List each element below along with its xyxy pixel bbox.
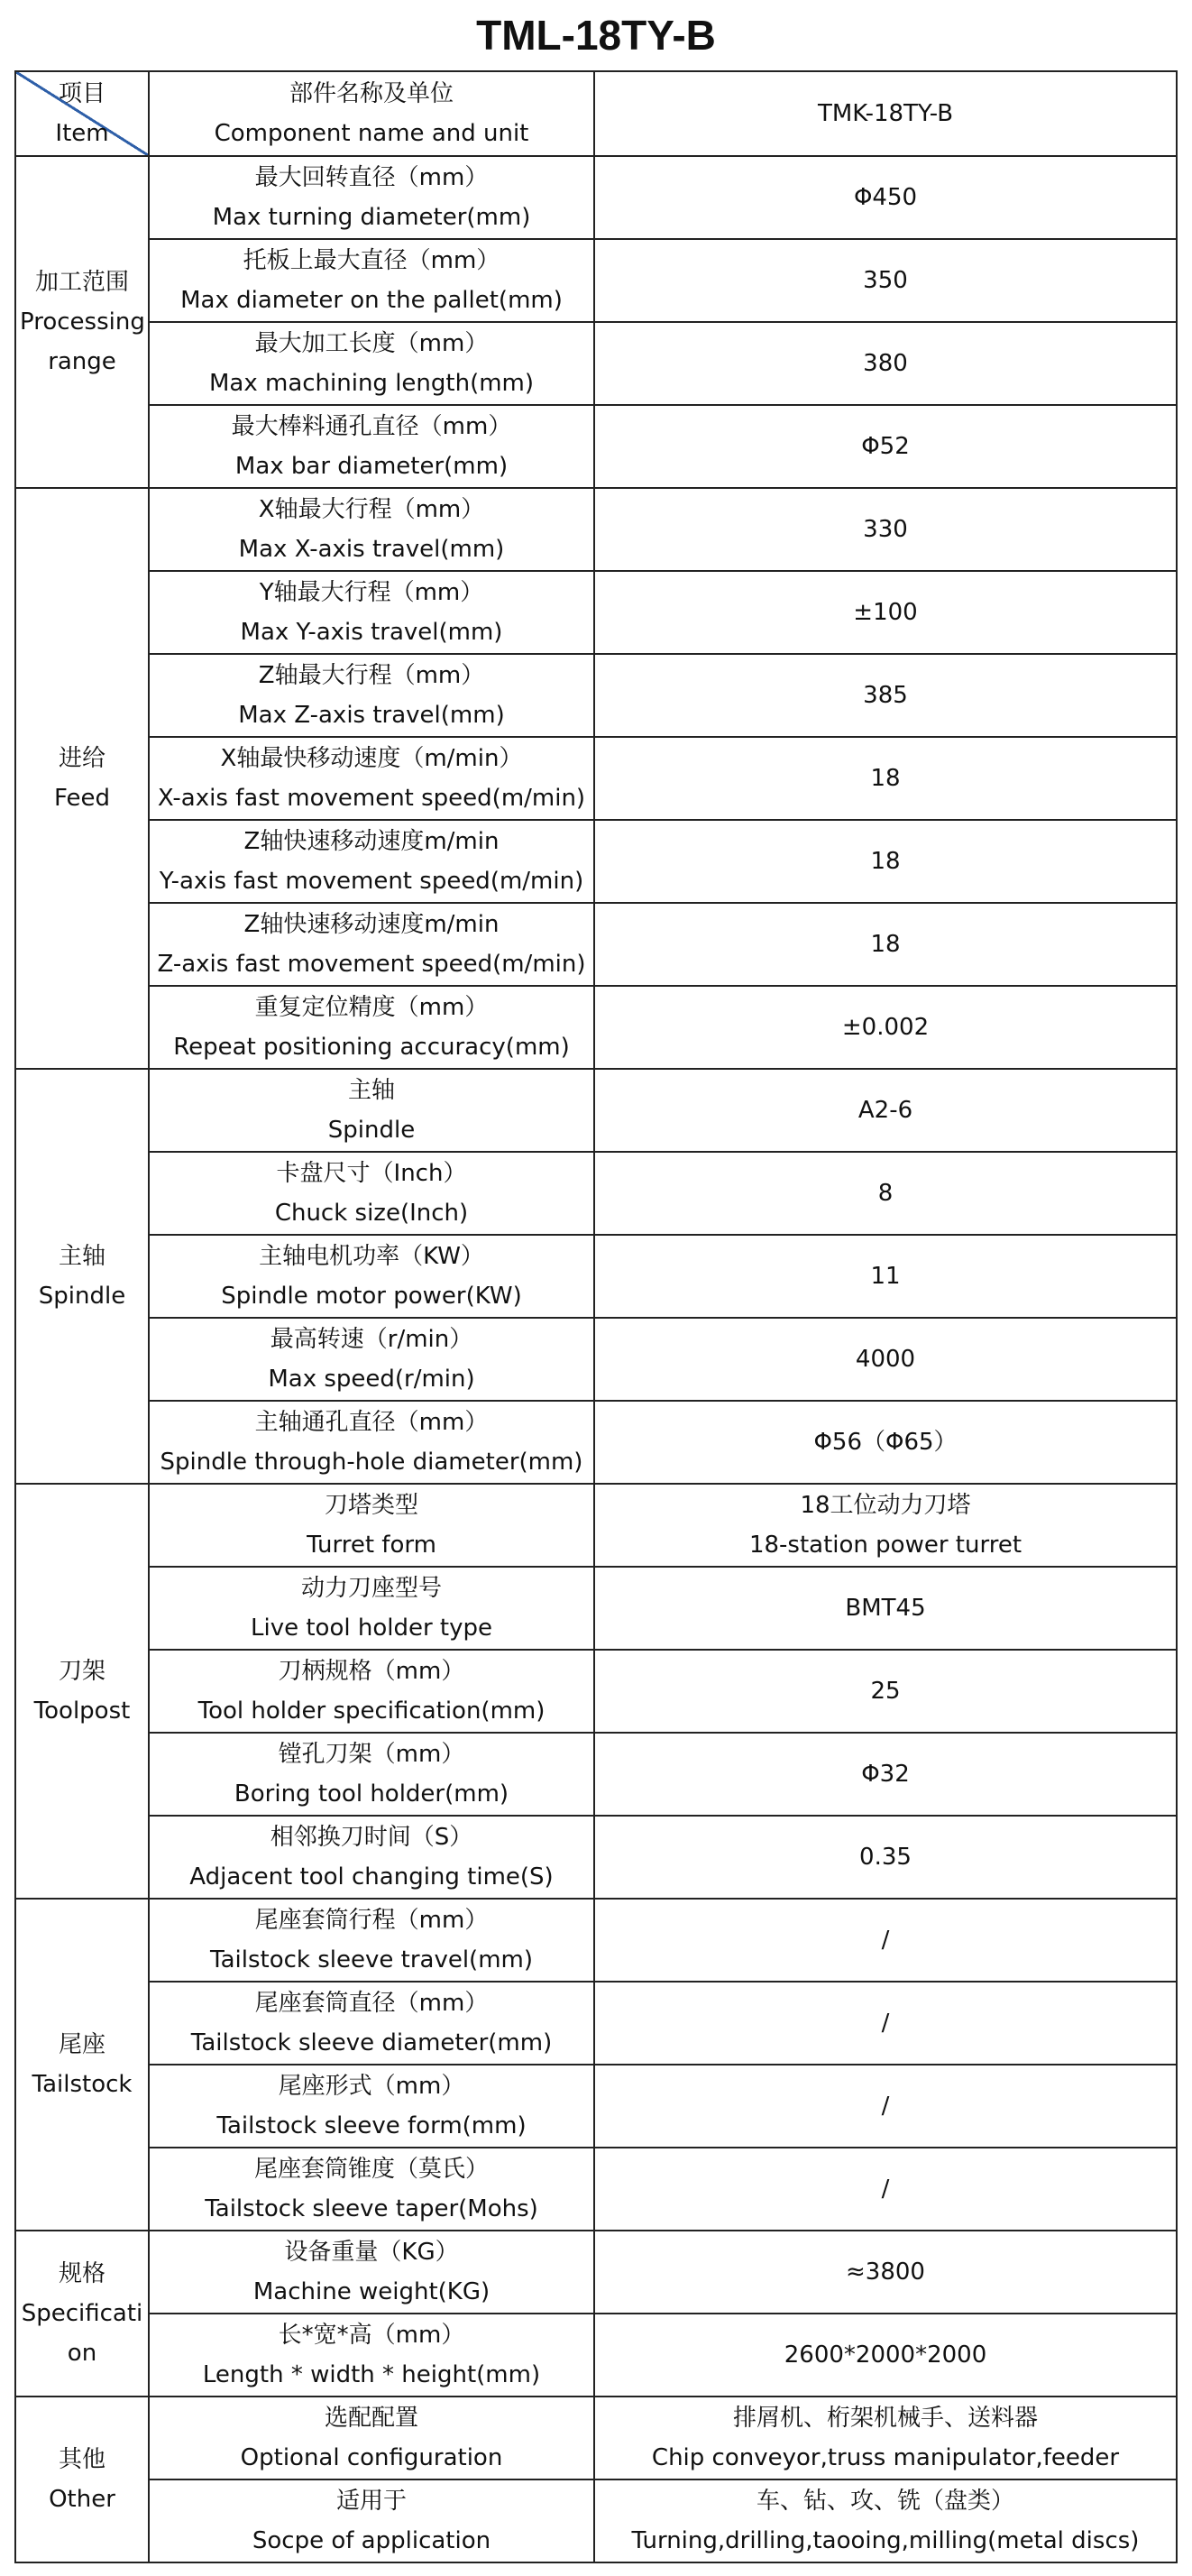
table-row xyxy=(15,1982,1177,2065)
value-text: Φ32 xyxy=(861,1761,910,1788)
component-cell xyxy=(149,156,594,239)
value-text: 18 xyxy=(870,765,901,792)
value-text: 2600*2000*2000 xyxy=(784,2341,987,2369)
table-row xyxy=(15,737,1177,820)
table-row xyxy=(15,2397,1177,2479)
component-name-zh: 尾座套筒行程（mm） xyxy=(254,1907,489,1934)
value-cell xyxy=(594,1235,1177,1318)
value-text: ±0.002 xyxy=(841,1014,930,1041)
header-item-zh: 项目 xyxy=(58,80,105,107)
component-name-en: Length * width * height(mm) xyxy=(202,2361,541,2388)
category-label: 主轴 xyxy=(58,1243,105,1270)
table-row xyxy=(15,1069,1177,1152)
value-cell xyxy=(594,1733,1177,1816)
component-name-zh: 尾座套筒直径（mm） xyxy=(254,1990,489,2017)
value-cell xyxy=(594,571,1177,654)
value-cell xyxy=(594,2314,1177,2397)
value-text: Φ56（Φ65） xyxy=(813,1429,958,1456)
category-cell xyxy=(15,1069,149,1484)
table-row xyxy=(15,1152,1177,1235)
component-name-en: Tailstock sleeve form(mm) xyxy=(216,2112,527,2139)
header-item-cell xyxy=(15,71,149,156)
value-text: 380 xyxy=(863,350,908,377)
component-cell xyxy=(149,1318,594,1401)
component-name-en: Turret form xyxy=(307,1532,436,1559)
table-row xyxy=(15,1484,1177,1567)
component-name-zh: 重复定位精度（mm） xyxy=(254,994,489,1021)
component-name-en: Chuck size(Inch) xyxy=(274,1200,469,1227)
table-row xyxy=(15,405,1177,488)
component-cell xyxy=(149,1401,594,1484)
component-name-zh: 主轴通孔直径（mm） xyxy=(254,1409,489,1436)
component-name-en: Socpe of application xyxy=(252,2527,491,2554)
category-label: Feed xyxy=(53,785,111,812)
value-cell xyxy=(594,1401,1177,1484)
table-row xyxy=(15,1899,1177,1982)
table-row xyxy=(15,1401,1177,1484)
value-cell xyxy=(594,322,1177,405)
component-name-zh: 主轴 xyxy=(347,1077,395,1104)
component-name-zh: 设备重量（KG） xyxy=(284,2239,459,2266)
category-label: Specificati xyxy=(21,2300,143,2327)
component-name-zh: 刀塔类型 xyxy=(324,1492,418,1519)
component-cell xyxy=(149,654,594,737)
page-title: TML-18TY-B xyxy=(476,12,716,59)
component-name-zh: Z轴快速移动速度m/min xyxy=(243,828,500,855)
value-text: BMT45 xyxy=(845,1595,926,1622)
table-row xyxy=(15,1733,1177,1816)
value-text: 18 xyxy=(870,931,901,958)
component-cell xyxy=(149,1567,594,1650)
table-row xyxy=(15,1318,1177,1401)
component-cell xyxy=(149,1235,594,1318)
component-name-en: Boring tool holder(mm) xyxy=(234,1780,509,1808)
value-cell xyxy=(594,2065,1177,2148)
value-cell xyxy=(594,903,1177,986)
component-cell xyxy=(149,2397,594,2479)
component-name-zh: 尾座套筒锥度（莫氏） xyxy=(253,2156,489,2183)
component-name-zh: 最大棒料通孔直径（mm） xyxy=(231,413,512,440)
value-text: 排屑机、桁架机械手、送料器 xyxy=(732,2405,1038,2432)
table-row xyxy=(15,2231,1177,2314)
component-name-en: Spindle xyxy=(327,1117,416,1144)
table-row xyxy=(15,2148,1177,2231)
component-name-en: Spindle through-hole diameter(mm) xyxy=(160,1449,583,1476)
table-row xyxy=(15,1650,1177,1733)
component-name-zh: 适用于 xyxy=(335,2488,407,2515)
value-text: / xyxy=(881,2093,890,2120)
header-component-en: Component name and unit xyxy=(214,120,529,147)
value-cell xyxy=(594,1816,1177,1899)
value-text: / xyxy=(881,2010,890,2037)
component-cell xyxy=(149,571,594,654)
value-text: 385 xyxy=(863,682,908,709)
component-name-en: Tailstock sleeve taper(Mohs) xyxy=(205,2195,538,2222)
component-name-en: Spindle motor power(KW) xyxy=(221,1283,522,1310)
component-name-en: Adjacent tool changing time(S) xyxy=(189,1863,554,1891)
value-text: Chip conveyor,truss manipulator,feeder xyxy=(651,2444,1120,2471)
component-cell xyxy=(149,1152,594,1235)
component-cell xyxy=(149,820,594,903)
value-text: 18-station power turret xyxy=(748,1532,1022,1559)
table-row xyxy=(15,820,1177,903)
category-label: 其他 xyxy=(58,2446,105,2473)
component-name-zh: 主轴电机功率（KW） xyxy=(259,1243,484,1270)
component-name-zh: Y轴最大行程（mm） xyxy=(259,579,484,606)
component-cell xyxy=(149,1982,594,2065)
category-cell xyxy=(15,2397,149,2562)
component-name-zh: 刀柄规格（mm） xyxy=(278,1658,465,1685)
component-name-en: Tailstock sleeve diameter(mm) xyxy=(190,2029,553,2056)
component-name-en: Max machining length(mm) xyxy=(208,370,535,397)
value-text: 330 xyxy=(863,516,908,543)
category-cell xyxy=(15,2231,149,2397)
value-text: ±100 xyxy=(853,599,918,626)
category-label: Toolpost xyxy=(33,1697,131,1725)
component-name-en: Optional configuration xyxy=(240,2444,503,2471)
value-text: 25 xyxy=(870,1678,901,1705)
category-cell xyxy=(15,488,149,1069)
value-cell xyxy=(594,2148,1177,2231)
component-cell xyxy=(149,2148,594,2231)
component-cell xyxy=(149,488,594,571)
component-cell xyxy=(149,1484,594,1567)
header-component-cell xyxy=(149,71,594,156)
component-cell xyxy=(149,239,594,322)
value-cell xyxy=(594,488,1177,571)
category-cell xyxy=(15,1484,149,1899)
value-cell xyxy=(594,405,1177,488)
value-cell xyxy=(594,1069,1177,1152)
category-label: Tailstock xyxy=(32,2071,133,2098)
value-text: / xyxy=(881,2176,890,2203)
table-header-row xyxy=(15,71,1177,156)
value-cell xyxy=(594,2479,1177,2562)
component-name-zh: 动力刀座型号 xyxy=(300,1575,442,1602)
category-label: Other xyxy=(49,2486,115,2513)
component-cell xyxy=(149,737,594,820)
component-name-zh: Z轴最大行程（mm） xyxy=(258,662,485,689)
category-label: Spindle xyxy=(38,1283,126,1310)
value-text: 11 xyxy=(870,1263,901,1290)
table-row xyxy=(15,2314,1177,2397)
value-text: 车、钻、攻、铣（盘类） xyxy=(756,2488,1014,2515)
table-row xyxy=(15,2065,1177,2148)
category-label: 规格 xyxy=(58,2260,105,2287)
component-cell xyxy=(149,2479,594,2562)
component-name-en: Max X-axis travel(mm) xyxy=(238,536,505,563)
component-name-zh: 选配配置 xyxy=(324,2405,418,2432)
value-text: 18工位动力刀塔 xyxy=(800,1492,971,1519)
component-name-zh: 镗孔刀架（mm） xyxy=(278,1741,465,1768)
value-cell xyxy=(594,2231,1177,2314)
component-name-en: Max Z-axis travel(mm) xyxy=(238,702,505,729)
component-cell xyxy=(149,405,594,488)
table-row xyxy=(15,1235,1177,1318)
header-item-en: Item xyxy=(55,120,109,147)
value-text: / xyxy=(881,1927,890,1954)
value-text: 18 xyxy=(870,848,901,875)
component-cell xyxy=(149,903,594,986)
component-name-en: Y-axis fast movement speed(m/min) xyxy=(159,868,584,895)
component-name-en: Tailstock sleeve travel(mm) xyxy=(210,1946,533,1973)
category-cell xyxy=(15,156,149,488)
component-cell xyxy=(149,1899,594,1982)
value-cell xyxy=(594,1982,1177,2065)
table-row xyxy=(15,1567,1177,1650)
value-cell xyxy=(594,1318,1177,1401)
category-label: Processing xyxy=(20,308,145,336)
value-text: A2-6 xyxy=(857,1097,913,1124)
component-name-en: Max Y-axis travel(mm) xyxy=(240,619,503,646)
component-name-en: Repeat positioning accuracy(mm) xyxy=(173,1034,570,1061)
category-cell xyxy=(15,1899,149,2231)
spec-table xyxy=(14,70,1178,2563)
value-cell xyxy=(594,737,1177,820)
component-name-en: X-axis fast movement speed(m/min) xyxy=(157,785,586,812)
table-row xyxy=(15,239,1177,322)
component-name-en: Max turning diameter(mm) xyxy=(212,204,531,231)
table-row xyxy=(15,322,1177,405)
component-name-zh: 最高转速（r/min） xyxy=(270,1326,473,1353)
table-row xyxy=(15,156,1177,239)
value-cell xyxy=(594,1567,1177,1650)
table-row xyxy=(15,2479,1177,2562)
value-text: 4000 xyxy=(855,1346,916,1373)
category-label: 加工范围 xyxy=(34,269,129,296)
value-text: Φ52 xyxy=(861,433,910,460)
value-text: 0.35 xyxy=(859,1844,912,1871)
value-cell xyxy=(594,1484,1177,1567)
header-component-zh: 部件名称及单位 xyxy=(289,80,454,107)
component-cell xyxy=(149,322,594,405)
value-cell xyxy=(594,156,1177,239)
component-cell xyxy=(149,2314,594,2397)
value-cell xyxy=(594,1152,1177,1235)
component-name-zh: 托板上最大直径（mm） xyxy=(243,247,500,274)
component-cell xyxy=(149,2065,594,2148)
table-row xyxy=(15,571,1177,654)
value-text: Φ450 xyxy=(853,184,918,211)
component-name-en: Z-axis fast movement speed(m/min) xyxy=(157,951,586,978)
category-label: 刀架 xyxy=(58,1658,105,1685)
component-name-en: Max diameter on the pallet(mm) xyxy=(180,287,563,314)
value-text: ≈3800 xyxy=(846,2259,925,2286)
category-label: range xyxy=(48,348,116,375)
component-name-zh: X轴最快移动速度（m/min） xyxy=(220,745,523,772)
value-cell xyxy=(594,820,1177,903)
component-name-en: Tool holder specification(mm) xyxy=(197,1697,546,1725)
component-cell xyxy=(149,1069,594,1152)
component-name-zh: X轴最大行程（mm） xyxy=(258,496,485,523)
component-name-zh: 相邻换刀时间（S） xyxy=(270,1824,473,1851)
table-row xyxy=(15,1816,1177,1899)
component-name-zh: 最大加工长度（mm） xyxy=(254,330,489,357)
table-row xyxy=(15,488,1177,571)
value-text: 350 xyxy=(863,267,908,294)
component-name-zh: 长*宽*高（mm） xyxy=(278,2322,465,2349)
component-cell xyxy=(149,1733,594,1816)
component-name-zh: Z轴快速移动速度m/min xyxy=(243,911,500,938)
value-cell xyxy=(594,1899,1177,1982)
category-label: on xyxy=(67,2340,97,2367)
category-label: 进给 xyxy=(58,745,105,772)
component-cell xyxy=(149,1650,594,1733)
table-row xyxy=(15,986,1177,1069)
value-cell xyxy=(594,2397,1177,2479)
component-name-en: Machine weight(KG) xyxy=(252,2278,491,2305)
component-cell xyxy=(149,2231,594,2314)
category-label: 尾座 xyxy=(58,2031,105,2058)
value-text: Turning,drilling,taooing,milling(metal discs) xyxy=(631,2527,1140,2554)
value-cell xyxy=(594,654,1177,737)
value-cell xyxy=(594,986,1177,1069)
header-model-cell: TMK-18TY-B xyxy=(594,71,1177,156)
value-text: 8 xyxy=(877,1180,894,1207)
table-row xyxy=(15,903,1177,986)
component-name-zh: 最大回转直径（mm） xyxy=(254,164,489,191)
component-name-en: Max speed(r/min) xyxy=(268,1366,475,1393)
value-cell xyxy=(594,239,1177,322)
component-name-zh: 尾座形式（mm） xyxy=(278,2073,465,2100)
component-cell xyxy=(149,986,594,1069)
component-name-en: Max bar diameter(mm) xyxy=(234,453,509,480)
component-name-zh: 卡盘尺寸（Inch） xyxy=(276,1160,467,1187)
value-cell xyxy=(594,1650,1177,1733)
component-name-en: Live tool holder type xyxy=(251,1615,492,1642)
component-cell xyxy=(149,1816,594,1899)
table-row xyxy=(15,654,1177,737)
